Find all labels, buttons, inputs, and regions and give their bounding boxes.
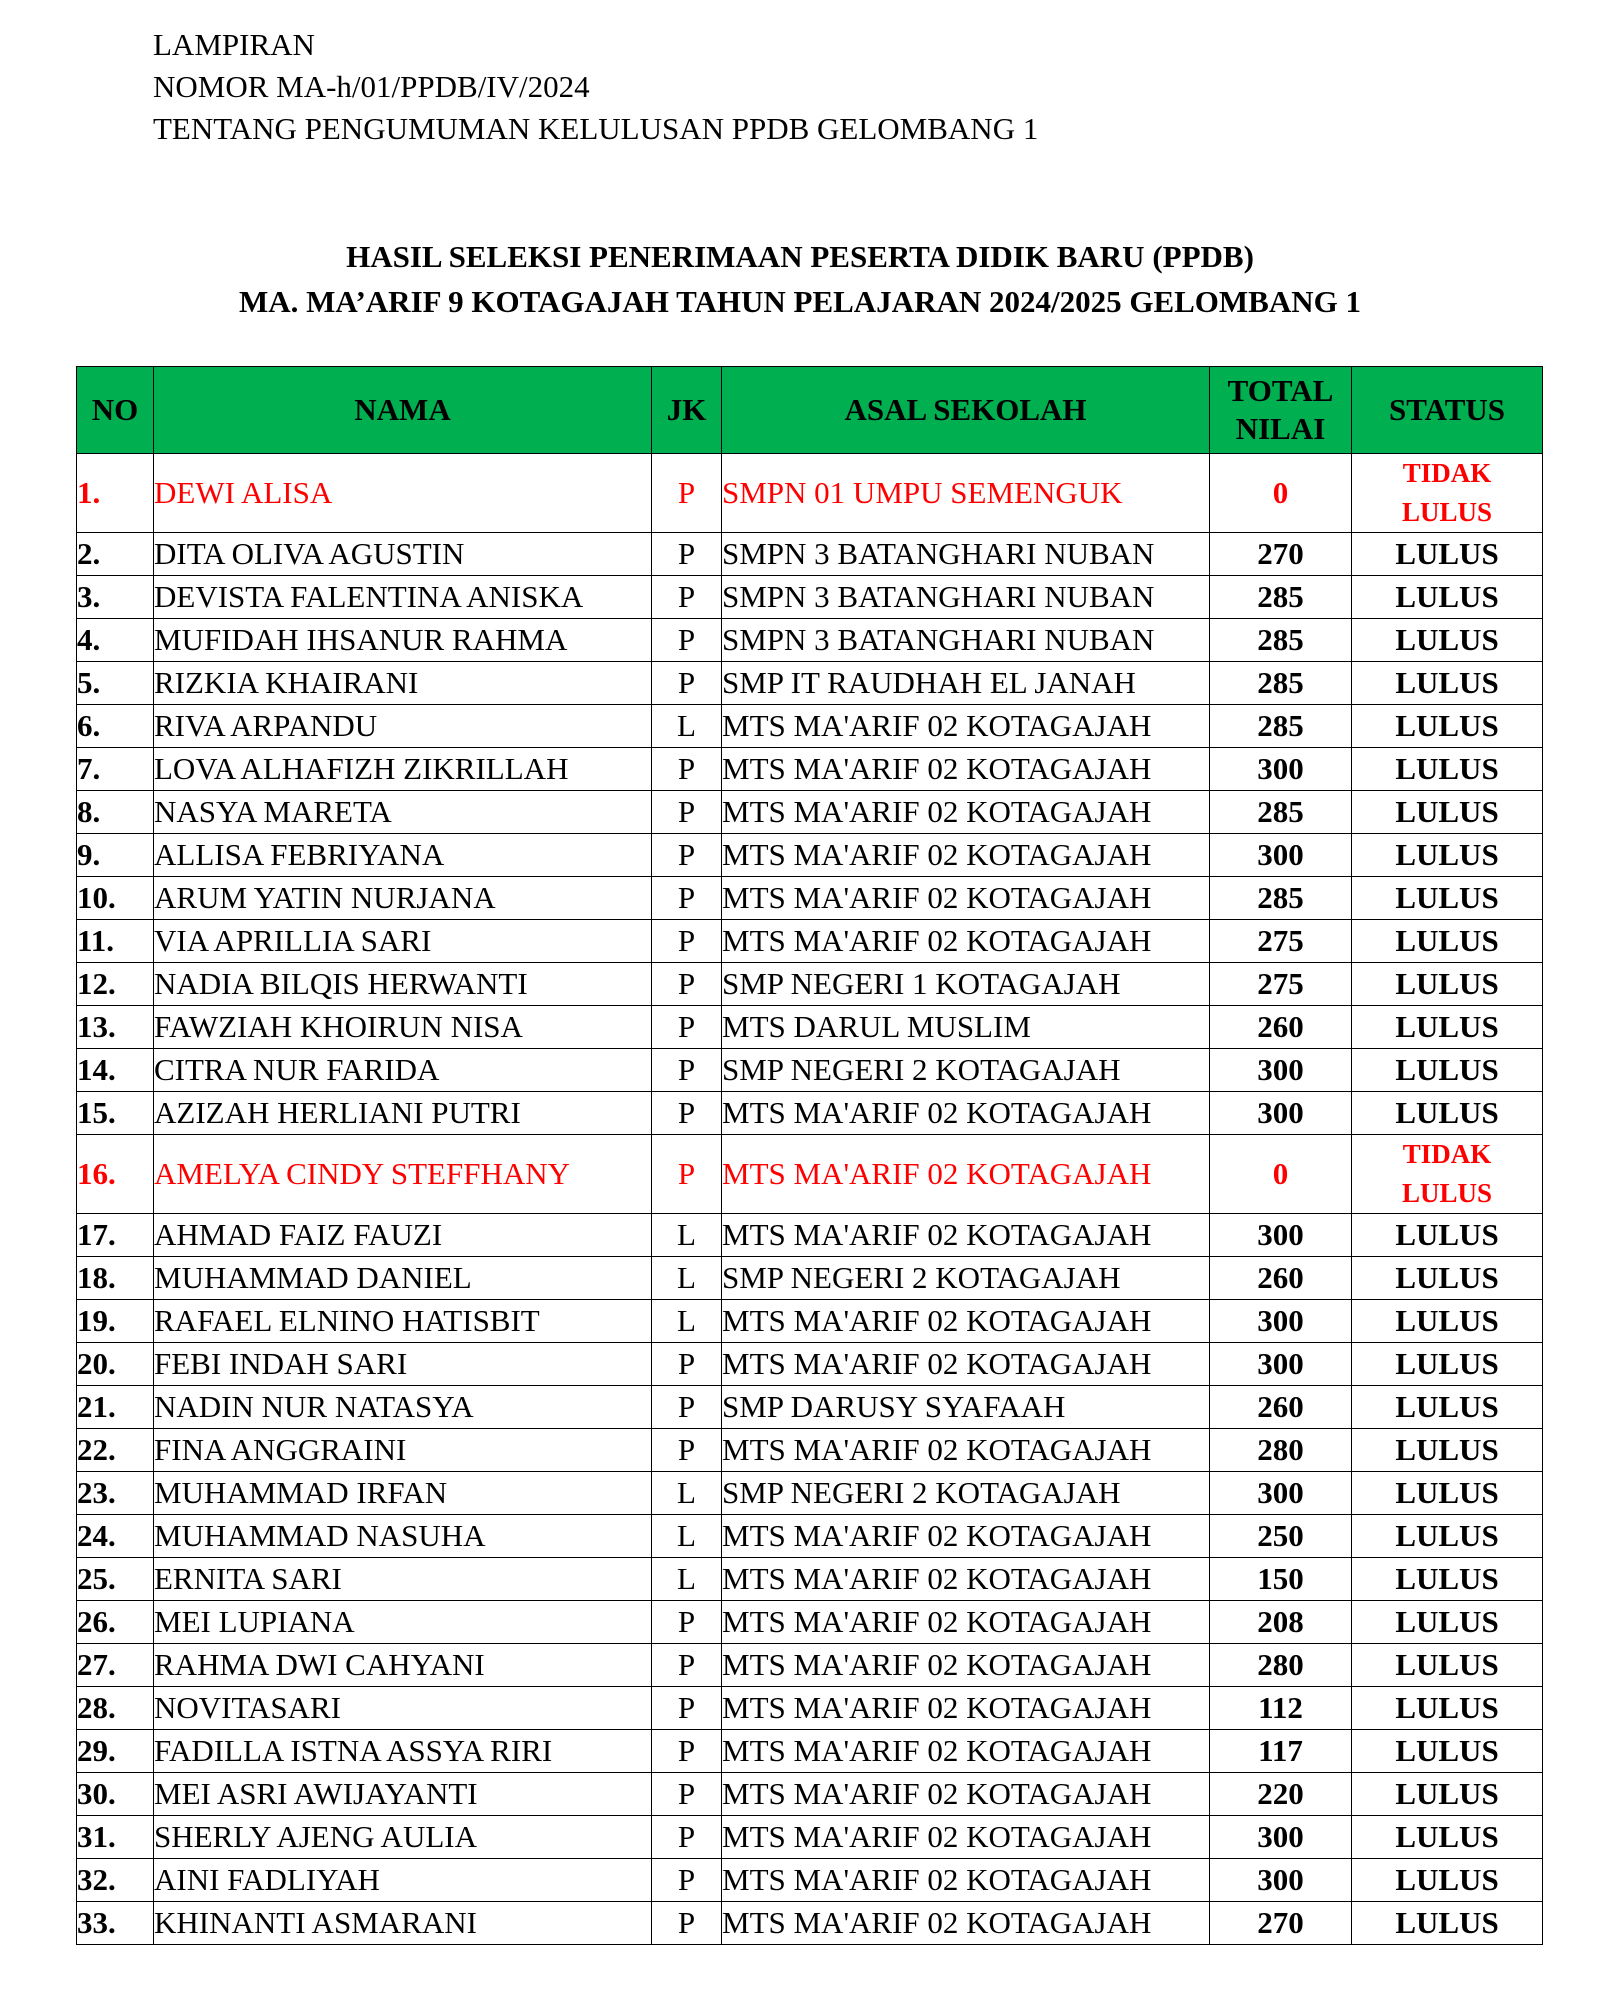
header-no: NO	[77, 367, 154, 454]
student-gender: P	[652, 1601, 722, 1644]
student-name: NOVITASARI	[154, 1687, 652, 1730]
status-badge: LULUS	[1352, 619, 1543, 662]
row-number: 10.	[77, 877, 154, 920]
row-number: 13.	[77, 1006, 154, 1049]
total-score: 260	[1210, 1386, 1352, 1429]
status-badge: LULUS	[1352, 1343, 1543, 1386]
origin-school: MTS MA'ARIF 02 KOTAGAJAH	[722, 1773, 1210, 1816]
status-badge: LULUS	[1352, 791, 1543, 834]
status-badge: LULUS	[1352, 1687, 1543, 1730]
header-jk: JK	[652, 367, 722, 454]
student-gender: P	[652, 834, 722, 877]
student-gender: L	[652, 1257, 722, 1300]
student-gender: P	[652, 1730, 722, 1773]
status-badge: LULUS	[1352, 1515, 1543, 1558]
row-number: 30.	[77, 1773, 154, 1816]
origin-school: MTS DARUL MUSLIM	[722, 1006, 1210, 1049]
table-row	[77, 533, 1543, 576]
origin-school: MTS MA'ARIF 02 KOTAGAJAH	[722, 877, 1210, 920]
origin-school: MTS MA'ARIF 02 KOTAGAJAH	[722, 1816, 1210, 1859]
row-number: 11.	[77, 920, 154, 963]
table-row	[77, 576, 1543, 619]
student-name: ALLISA FEBRIYANA	[154, 834, 652, 877]
total-score: 300	[1210, 1472, 1352, 1515]
row-number: 19.	[77, 1300, 154, 1343]
student-name: MEI ASRI AWIJAYANTI	[154, 1773, 652, 1816]
table-row	[77, 1902, 1543, 1945]
table-row	[77, 619, 1543, 662]
student-gender: L	[652, 1214, 722, 1257]
row-number: 29.	[77, 1730, 154, 1773]
header-status: STATUS	[1352, 367, 1543, 454]
status-badge: LULUS	[1352, 1257, 1543, 1300]
status-badge: LULUS	[1352, 1773, 1543, 1816]
total-score: 285	[1210, 662, 1352, 705]
student-name: CITRA NUR FARIDA	[154, 1049, 652, 1092]
student-name: AZIZAH HERLIANI PUTRI	[154, 1092, 652, 1135]
status-badge: LULUS	[1352, 1006, 1543, 1049]
student-gender: P	[652, 533, 722, 576]
table-row	[77, 1429, 1543, 1472]
status-badge: LULUS	[1352, 1644, 1543, 1687]
status-badge: LULUS	[1352, 1730, 1543, 1773]
student-name: RIVA ARPANDU	[154, 705, 652, 748]
status-badge: LULUS	[1352, 963, 1543, 1006]
total-score: 300	[1210, 1049, 1352, 1092]
origin-school: MTS MA'ARIF 02 KOTAGAJAH	[722, 920, 1210, 963]
origin-school: MTS MA'ARIF 02 KOTAGAJAH	[722, 1687, 1210, 1730]
document-title-line-1: HASIL SELEKSI PENERIMAAN PESERTA DIDIK BARU (PPDB)	[346, 239, 1254, 274]
student-gender: P	[652, 454, 722, 533]
total-score: 300	[1210, 1816, 1352, 1859]
origin-school: MTS MA'ARIF 02 KOTAGAJAH	[722, 1730, 1210, 1773]
status-badge: LULUS	[1352, 662, 1543, 705]
origin-school: MTS MA'ARIF 02 KOTAGAJAH	[722, 1214, 1210, 1257]
student-gender: P	[652, 1092, 722, 1135]
student-gender: P	[652, 920, 722, 963]
row-number: 24.	[77, 1515, 154, 1558]
status-badge: LULUS	[1352, 1386, 1543, 1429]
student-gender: P	[652, 1135, 722, 1214]
origin-school: SMP DARUSY SYAFAAH	[722, 1386, 1210, 1429]
table-row	[77, 1214, 1543, 1257]
origin-school: MTS MA'ARIF 02 KOTAGAJAH	[722, 1601, 1210, 1644]
student-name: MUHAMMAD NASUHA	[154, 1515, 652, 1558]
row-number: 25.	[77, 1558, 154, 1601]
origin-school: MTS MA'ARIF 02 KOTAGAJAH	[722, 791, 1210, 834]
status-badge: LULUS	[1352, 1300, 1543, 1343]
student-name: ERNITA SARI	[154, 1558, 652, 1601]
total-score: 270	[1210, 533, 1352, 576]
status-badge: LULUS	[1352, 1601, 1543, 1644]
status-badge: LULUS	[1352, 705, 1543, 748]
table-row	[77, 1859, 1543, 1902]
status-badge	[1352, 454, 1543, 533]
letterhead-number: NOMOR MA-h/01/PPDB/IV/2024	[153, 69, 590, 104]
student-gender: L	[652, 1300, 722, 1343]
student-gender: P	[652, 1343, 722, 1386]
row-number: 31.	[77, 1816, 154, 1859]
total-score: 280	[1210, 1644, 1352, 1687]
total-score: 275	[1210, 920, 1352, 963]
total-score: 285	[1210, 576, 1352, 619]
student-gender: P	[652, 662, 722, 705]
row-number: 12.	[77, 963, 154, 1006]
student-name: DITA OLIVA AGUSTIN	[154, 533, 652, 576]
status-badge: LULUS	[1352, 1859, 1543, 1902]
student-name: FEBI INDAH SARI	[154, 1343, 652, 1386]
origin-school: MTS MA'ARIF 02 KOTAGAJAH	[722, 1300, 1210, 1343]
student-name: VIA APRILLIA SARI	[154, 920, 652, 963]
table-row	[77, 1644, 1543, 1687]
origin-school: SMPN 3 BATANGHARI NUBAN	[722, 576, 1210, 619]
table-row	[77, 920, 1543, 963]
student-name: FAWZIAH KHOIRUN NISA	[154, 1006, 652, 1049]
student-gender: P	[652, 1859, 722, 1902]
total-score: 208	[1210, 1601, 1352, 1644]
student-gender: L	[652, 705, 722, 748]
status-badge: LULUS	[1352, 1049, 1543, 1092]
table-row	[77, 1472, 1543, 1515]
total-score: 285	[1210, 619, 1352, 662]
origin-school: SMP IT RAUDHAH EL JANAH	[722, 662, 1210, 705]
row-number: 22.	[77, 1429, 154, 1472]
header-total-nilai	[1210, 367, 1352, 454]
student-gender: L	[652, 1558, 722, 1601]
student-name: LOVA ALHAFIZH ZIKRILLAH	[154, 748, 652, 791]
student-name: RAHMA DWI CAHYANI	[154, 1644, 652, 1687]
row-number: 20.	[77, 1343, 154, 1386]
table-row	[77, 1257, 1543, 1300]
student-gender: P	[652, 1902, 722, 1945]
total-score: 260	[1210, 1257, 1352, 1300]
table-row	[77, 1343, 1543, 1386]
table-row	[77, 1687, 1543, 1730]
status-badge: LULUS	[1352, 1902, 1543, 1945]
student-name: NADIA BILQIS HERWANTI	[154, 963, 652, 1006]
student-gender: L	[652, 1472, 722, 1515]
status-badge: LULUS	[1352, 576, 1543, 619]
origin-school: MTS MA'ARIF 02 KOTAGAJAH	[722, 834, 1210, 877]
table-row	[77, 662, 1543, 705]
table-row	[77, 1300, 1543, 1343]
total-score: 300	[1210, 1214, 1352, 1257]
letterhead-subject: TENTANG PENGUMUMAN KELULUSAN PPDB GELOMBANG 1	[153, 111, 1039, 146]
status-badge: LULUS	[1352, 748, 1543, 791]
student-gender: P	[652, 1644, 722, 1687]
student-gender: P	[652, 791, 722, 834]
row-number: 21.	[77, 1386, 154, 1429]
total-score: 0	[1210, 454, 1352, 533]
total-score: 260	[1210, 1006, 1352, 1049]
total-score: 270	[1210, 1902, 1352, 1945]
student-name: RAFAEL ELNINO HATISBIT	[154, 1300, 652, 1343]
origin-school: MTS MA'ARIF 02 KOTAGAJAH	[722, 705, 1210, 748]
table-row	[77, 1816, 1543, 1859]
origin-school: SMPN 01 UMPU SEMENGUK	[722, 454, 1210, 533]
letterhead-attachment: LAMPIRAN	[153, 27, 315, 62]
row-number: 16.	[77, 1135, 154, 1214]
total-score: 300	[1210, 748, 1352, 791]
student-name: MEI LUPIANA	[154, 1601, 652, 1644]
origin-school: SMPN 3 BATANGHARI NUBAN	[722, 619, 1210, 662]
origin-school: SMP NEGERI 2 KOTAGAJAH	[722, 1257, 1210, 1300]
origin-school: MTS MA'ARIF 02 KOTAGAJAH	[722, 1135, 1210, 1214]
student-name: DEVISTA FALENTINA ANISKA	[154, 576, 652, 619]
row-number: 23.	[77, 1472, 154, 1515]
status-badge: LULUS	[1352, 1214, 1543, 1257]
document-title	[0, 234, 1600, 324]
student-gender: P	[652, 877, 722, 920]
origin-school: MTS MA'ARIF 02 KOTAGAJAH	[722, 1558, 1210, 1601]
row-number: 33.	[77, 1902, 154, 1945]
status-badge: LULUS	[1352, 877, 1543, 920]
total-score: 285	[1210, 791, 1352, 834]
origin-school: SMP NEGERI 1 KOTAGAJAH	[722, 963, 1210, 1006]
total-score: 300	[1210, 1092, 1352, 1135]
row-number: 3.	[77, 576, 154, 619]
origin-school: MTS MA'ARIF 02 KOTAGAJAH	[722, 1859, 1210, 1902]
row-number: 32.	[77, 1859, 154, 1902]
origin-school: MTS MA'ARIF 02 KOTAGAJAH	[722, 1515, 1210, 1558]
results-table	[76, 366, 1543, 1945]
student-name: MUHAMMAD DANIEL	[154, 1257, 652, 1300]
table-row	[77, 877, 1543, 920]
row-number: 6.	[77, 705, 154, 748]
status-line-2: LULUS	[1401, 1178, 1493, 1208]
student-gender: P	[652, 1006, 722, 1049]
student-gender: P	[652, 1429, 722, 1472]
status-badge: LULUS	[1352, 1558, 1543, 1601]
table-row	[77, 1601, 1543, 1644]
row-number: 15.	[77, 1092, 154, 1135]
total-score: 280	[1210, 1429, 1352, 1472]
row-number: 2.	[77, 533, 154, 576]
origin-school: MTS MA'ARIF 02 KOTAGAJAH	[722, 1092, 1210, 1135]
letterhead	[153, 24, 1038, 150]
status-badge	[1352, 1135, 1543, 1214]
origin-school: MTS MA'ARIF 02 KOTAGAJAH	[722, 1343, 1210, 1386]
row-number: 9.	[77, 834, 154, 877]
student-name: NASYA MARETA	[154, 791, 652, 834]
total-score: 300	[1210, 1343, 1352, 1386]
table-row	[77, 1049, 1543, 1092]
origin-school: MTS MA'ARIF 02 KOTAGAJAH	[722, 748, 1210, 791]
row-number: 5.	[77, 662, 154, 705]
row-number: 14.	[77, 1049, 154, 1092]
table-row	[77, 748, 1543, 791]
table-row	[77, 1135, 1543, 1214]
student-gender: L	[652, 1515, 722, 1558]
table-row	[77, 1515, 1543, 1558]
row-number: 17.	[77, 1214, 154, 1257]
row-number: 18.	[77, 1257, 154, 1300]
row-number: 1.	[77, 454, 154, 533]
student-name: SHERLY AJENG AULIA	[154, 1816, 652, 1859]
table-row	[77, 1092, 1543, 1135]
table-body	[77, 454, 1543, 1945]
origin-school: MTS MA'ARIF 02 KOTAGAJAH	[722, 1429, 1210, 1472]
table-row	[77, 1773, 1543, 1816]
total-score: 275	[1210, 963, 1352, 1006]
student-name: FADILLA ISTNA ASSYA RIRI	[154, 1730, 652, 1773]
header-total-line-1: TOTAL	[1227, 373, 1334, 408]
origin-school: SMP NEGERI 2 KOTAGAJAH	[722, 1472, 1210, 1515]
total-score: 300	[1210, 834, 1352, 877]
student-name: AMELYA CINDY STEFFHANY	[154, 1135, 652, 1214]
header-nama: NAMA	[154, 367, 652, 454]
table-row	[77, 1558, 1543, 1601]
student-gender: P	[652, 748, 722, 791]
table-row	[77, 1006, 1543, 1049]
row-number: 7.	[77, 748, 154, 791]
student-name: RIZKIA KHAIRANI	[154, 662, 652, 705]
student-name: NADIN NUR NATASYA	[154, 1386, 652, 1429]
table-header-row	[77, 367, 1543, 454]
row-number: 4.	[77, 619, 154, 662]
total-score: 0	[1210, 1135, 1352, 1214]
table-row	[77, 1730, 1543, 1773]
student-name: KHINANTI ASMARANI	[154, 1902, 652, 1945]
total-score: 220	[1210, 1773, 1352, 1816]
student-name: MUFIDAH IHSANUR RAHMA	[154, 619, 652, 662]
origin-school: MTS MA'ARIF 02 KOTAGAJAH	[722, 1644, 1210, 1687]
student-gender: P	[652, 963, 722, 1006]
document-title-line-2: MA. MA’ARIF 9 KOTAGAJAH TAHUN PELAJARAN 2024/2025 GELOMBANG 1	[238, 284, 1361, 319]
total-score: 300	[1210, 1859, 1352, 1902]
header-asal-sekolah: ASAL SEKOLAH	[722, 367, 1210, 454]
status-badge: LULUS	[1352, 1092, 1543, 1135]
table-row	[77, 834, 1543, 877]
status-badge: LULUS	[1352, 920, 1543, 963]
student-name: ARUM YATIN NURJANA	[154, 877, 652, 920]
origin-school: SMPN 3 BATANGHARI NUBAN	[722, 533, 1210, 576]
student-gender: P	[652, 1049, 722, 1092]
total-score: 285	[1210, 705, 1352, 748]
origin-school: MTS MA'ARIF 02 KOTAGAJAH	[722, 1902, 1210, 1945]
student-gender: P	[652, 619, 722, 662]
row-number: 26.	[77, 1601, 154, 1644]
status-line-1: TIDAK	[1402, 458, 1492, 488]
row-number: 28.	[77, 1687, 154, 1730]
status-badge: LULUS	[1352, 1816, 1543, 1859]
student-gender: P	[652, 1816, 722, 1859]
total-score: 250	[1210, 1515, 1352, 1558]
total-score: 150	[1210, 1558, 1352, 1601]
student-gender: P	[652, 576, 722, 619]
student-gender: P	[652, 1386, 722, 1429]
row-number: 8.	[77, 791, 154, 834]
row-number: 27.	[77, 1644, 154, 1687]
student-name: AHMAD FAIZ FAUZI	[154, 1214, 652, 1257]
status-badge: LULUS	[1352, 1429, 1543, 1472]
status-line-1: TIDAK	[1402, 1139, 1492, 1169]
table-row	[77, 454, 1543, 533]
student-name: DEWI ALISA	[154, 454, 652, 533]
student-gender: P	[652, 1687, 722, 1730]
student-gender: P	[652, 1773, 722, 1816]
status-badge: LULUS	[1352, 1472, 1543, 1515]
table-row	[77, 705, 1543, 748]
status-badge: LULUS	[1352, 533, 1543, 576]
origin-school: SMP NEGERI 2 KOTAGAJAH	[722, 1049, 1210, 1092]
table-row	[77, 791, 1543, 834]
total-score: 300	[1210, 1300, 1352, 1343]
table-row	[77, 963, 1543, 1006]
header-total-line-2: NILAI	[1235, 411, 1326, 446]
status-line-2: LULUS	[1401, 497, 1493, 527]
table-row	[77, 1386, 1543, 1429]
total-score: 112	[1210, 1687, 1352, 1730]
student-name: FINA ANGGRAINI	[154, 1429, 652, 1472]
total-score: 285	[1210, 877, 1352, 920]
student-name: AINI FADLIYAH	[154, 1859, 652, 1902]
total-score: 117	[1210, 1730, 1352, 1773]
student-name: MUHAMMAD IRFAN	[154, 1472, 652, 1515]
status-badge: LULUS	[1352, 834, 1543, 877]
